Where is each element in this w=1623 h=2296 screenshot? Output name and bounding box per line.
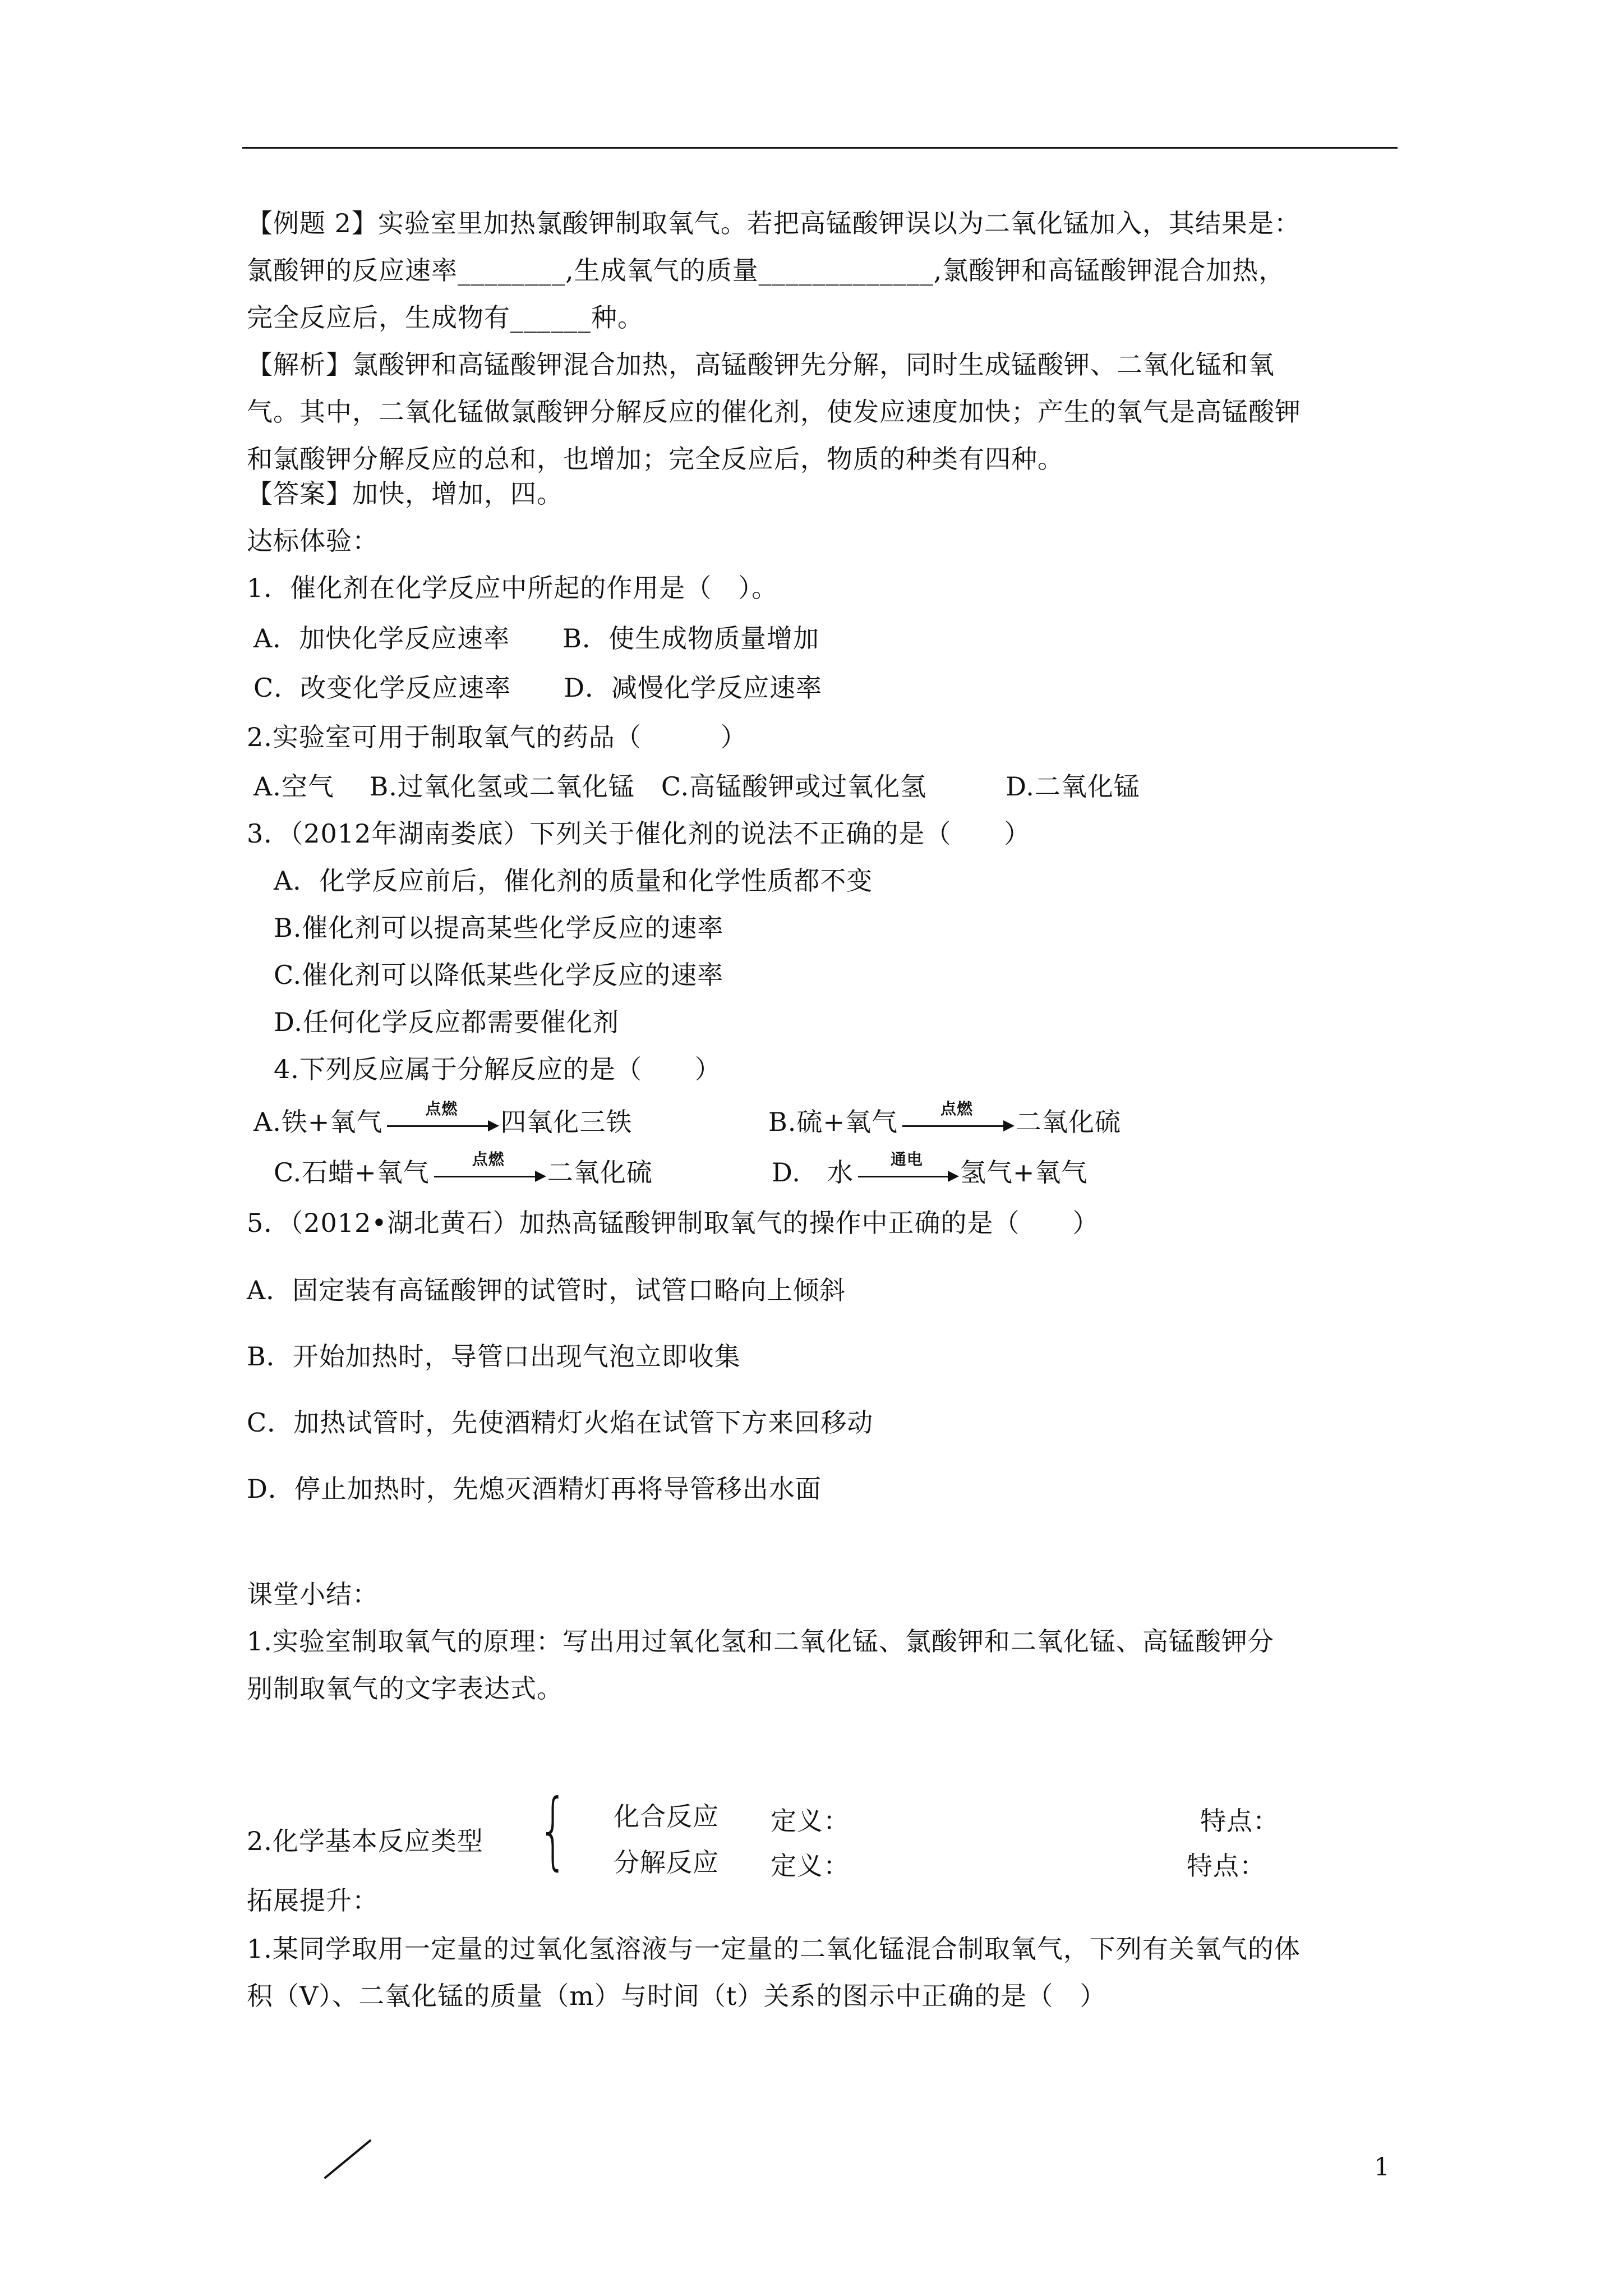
decomposition-feature-label: 特点：	[1187, 1851, 1266, 1881]
q5-option-c: C．加热试管时，先使酒精灯火焰在试管下方来回移动	[247, 1407, 874, 1438]
q4-a-products: 四氧化三铁	[500, 1107, 633, 1137]
q4-option-a	[253, 1099, 633, 1139]
q5-option-a: A．固定装有高锰酸钾的试管时，试管口略向上倾斜	[247, 1275, 846, 1305]
q3-option-b: B.催化剂可以提高某些化学反应的速率	[274, 913, 724, 943]
practice-heading: 达标体验：	[247, 526, 379, 556]
combination-reaction-label: 化合反应	[614, 1801, 719, 1832]
header-rule	[242, 147, 1398, 149]
q1-options-cd: C．改变化学反应速率 D．减慢化学反应速率	[253, 673, 823, 703]
decomposition-definition-label: 定义：	[771, 1851, 850, 1881]
q2-stem: 2.实验室可用于制取氧气的药品（ ）	[247, 722, 747, 752]
q2-options: A.空气 B.过氧化氢或二氧化锰 C.高锰酸钾或过氧化氢 D.二氧化锰	[253, 771, 1140, 802]
q1-options-ab: A．加快化学反应速率 B．使生成物质量增加	[253, 623, 820, 654]
answer-line: 【答案】加快，增加，四。	[247, 478, 563, 509]
combination-definition-label: 定义：	[771, 1806, 850, 1836]
q3-stem: 3．（2012年湖南娄底）下列关于催化剂的说法不正确的是（ ）	[247, 818, 1031, 849]
arrow-condition: 点燃	[472, 1150, 505, 1168]
q4-stem: 4.下列反应属于分解反应的是（ ）	[274, 1054, 721, 1084]
q4-d-products: 氢气+氧气	[960, 1157, 1088, 1188]
summary-item-1-line-1: 1.实验室制取氧气的原理：写出用过氧化氢和二氧化锰、氯酸钾和二氧化锰、高锰酸钾分	[247, 1626, 1274, 1657]
analysis-line-2: 气。其中，二氧化锰做氯酸钾分解反应的催化剂，使发应速度加快；产生的氧气是高锰酸钾	[247, 397, 1301, 427]
q4-option-c	[274, 1150, 653, 1189]
q1-stem: 1．催化剂在化学反应中所起的作用是（ ）。	[247, 573, 778, 603]
q3-option-d: D.任何化学反应都需要催化剂	[274, 1007, 619, 1037]
q3-option-c: C.催化剂可以降低某些化学反应的速率	[274, 960, 724, 990]
arrow-condition: 点燃	[425, 1099, 458, 1118]
q4-c-reactants: C.石蜡+氧气	[274, 1157, 430, 1188]
arrow-condition: 点燃	[940, 1099, 973, 1118]
summary-item-2-label: 2.化学基本反应类型	[247, 1826, 483, 1856]
reaction-arrow	[854, 1150, 960, 1189]
q5-option-b: B．开始加热时，导管口出现气泡立即收集	[247, 1341, 741, 1372]
reaction-arrow	[898, 1099, 1016, 1139]
analysis-line-3: 和氯酸钾分解反应的总和，也增加；完全反应后，物质的种类有四种。	[247, 444, 1064, 474]
summary-heading: 课堂小结：	[247, 1579, 379, 1609]
q3-option-a: A．化学反应前后，催化剂的质量和化学性质都不变	[274, 866, 873, 896]
example-line-1: 【例题 2】实验室里加热氯酸钾制取氧气。若把高锰酸钾误以为二氧化锰加入，其结果是：	[247, 208, 1301, 238]
stray-diagonal-line	[314, 2132, 381, 2188]
q4-c-products: 二氧化硫	[547, 1157, 653, 1188]
analysis-line-1: 【解析】氯酸钾和高锰酸钾混合加热，高锰酸钾先分解，同时生成锰酸钾、二氧化锰和氧	[247, 349, 1275, 380]
page-number: 1	[1374, 2153, 1390, 2182]
q4-b-reactants: B.硫+氧气	[768, 1107, 898, 1137]
q4-option-b	[768, 1099, 1121, 1139]
q5-option-d: D．停止加热时，先熄灭酒精灯再将导管移出水面	[247, 1474, 822, 1504]
extension-heading: 拓展提升：	[247, 1885, 379, 1916]
arrow-condition: 通电	[890, 1150, 923, 1168]
q4-d-reactants: D. 水	[772, 1157, 854, 1188]
example-line-2: 氯酸钾的反应速率________,生成氧气的质量_____________,氯酸钾和高锰酸钾混合加热，	[247, 255, 1285, 286]
summary-item-1-line-2: 别制取氧气的文字表达式。	[247, 1673, 563, 1704]
extension-q1-line-2: 积（V）、二氧化锰的质量（m）与时间（t）关系的图示中正确的是（ ）	[247, 1981, 1106, 2011]
example-line-3: 完全反应后，生成物有______种。	[247, 302, 644, 333]
q5-stem: 5．（2012•湖北黄石）加热高锰酸钾制取氧气的操作中正确的是（ ）	[247, 1208, 1099, 1238]
reaction-arrow	[382, 1099, 500, 1139]
brace-icon: {	[538, 1782, 568, 1879]
q4-option-d	[772, 1150, 1088, 1189]
decomposition-reaction-label: 分解反应	[614, 1847, 719, 1878]
combination-feature-label: 特点：	[1200, 1806, 1279, 1836]
q4-b-products: 二氧化硫	[1015, 1107, 1121, 1137]
reaction-arrow	[430, 1150, 547, 1189]
extension-q1-line-1: 1.某同学取用一定量的过氧化氢溶液与一定量的二氧化锰混合制取氧气，下列有关氧气的体	[247, 1934, 1301, 1964]
q4-a-reactants: A.铁+氧气	[253, 1107, 383, 1137]
